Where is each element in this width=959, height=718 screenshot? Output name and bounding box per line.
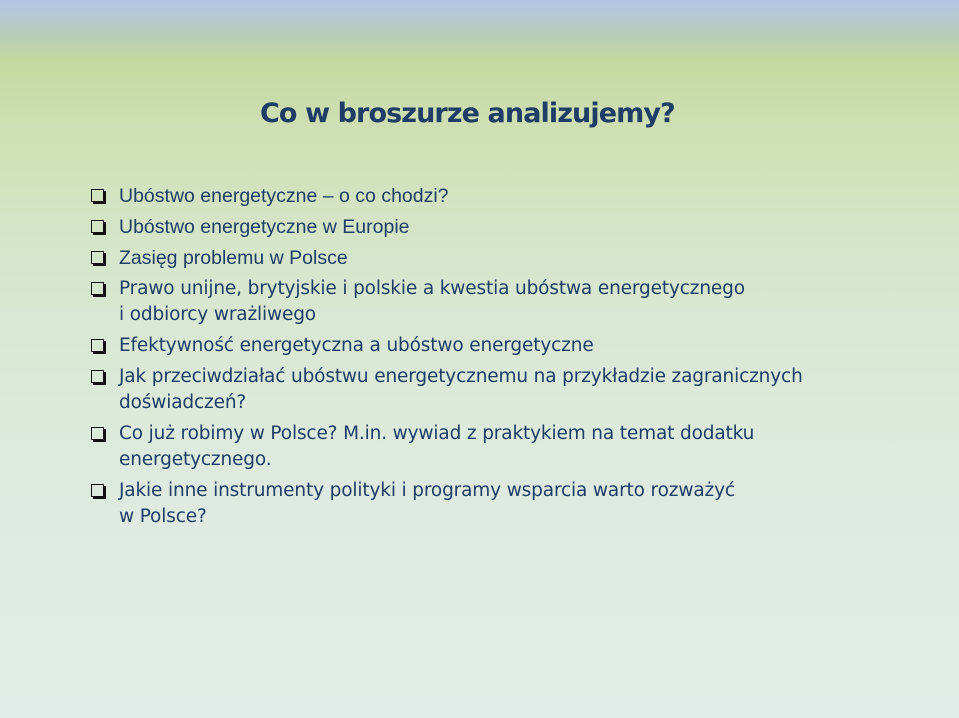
topic-list [90,183,803,535]
list-item-text: Co już robimy w Polsce? M.in. wywiad z praktykiem na temat dodatku [119,423,755,444]
list-item [90,276,803,328]
list-item [90,333,803,359]
list-item [90,478,803,530]
checkbox-square-icon [91,220,104,233]
checkbox-square-icon [91,370,104,383]
checkbox-square-icon [91,189,104,202]
list-item [90,245,803,271]
list-item-text: Ubóstwo energetyczne – o co chodzi? [119,185,449,207]
checkbox-square-icon [91,484,104,497]
slide-title: Co w broszurze analizujemy? [260,98,675,129]
list-item-text: Prawo unijne, brytyjskie i polskie a kwestia ubóstwa energetycznego [119,278,745,299]
list-item-text: Jak przeciwdziałać ubóstwu energetycznemu na przykładzie zagranicznych [119,366,803,387]
list-item-text: Ubóstwo energetyczne w Europie [119,216,410,238]
checkbox-square-icon [91,427,104,440]
list-item-text-continued: w Polsce? [119,506,207,527]
list-item-text: Zasięg problemu w Polsce [119,247,348,269]
list-item-text: Jakie inne instrumenty polityki i programy wsparcia warto rozważyć [119,480,735,501]
checkbox-square-icon [91,282,104,295]
list-item [90,364,803,416]
list-item-text-continued: doświadczeń? [119,392,247,413]
list-item [90,214,803,240]
checkbox-square-icon [91,251,104,264]
list-item-text: Efektywność energetyczna a ubóstwo energetyczne [119,335,594,356]
checkbox-square-icon [91,339,104,352]
list-item-text-continued: i odbiorcy wrażliwego [119,304,316,325]
list-item [90,183,803,209]
list-item [90,421,803,473]
list-item-text-continued: energetycznego. [119,449,272,470]
